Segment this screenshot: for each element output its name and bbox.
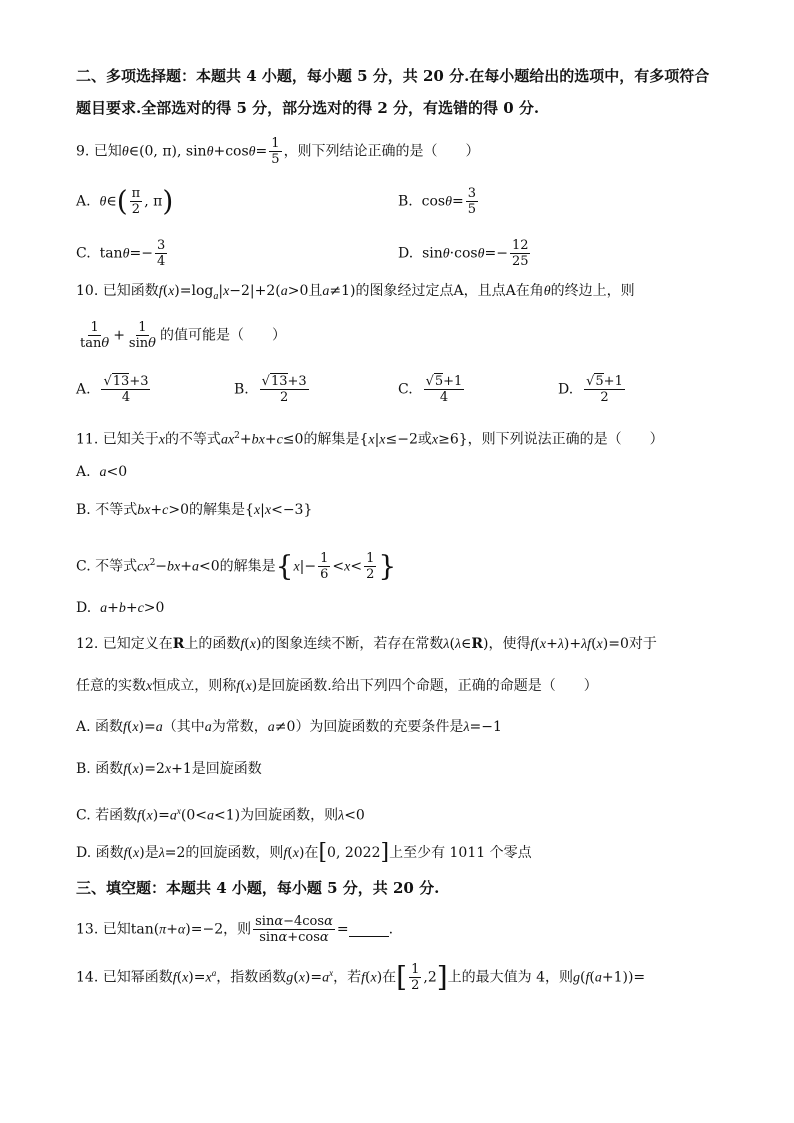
section2-line1: 二、多项选择题：本题共 4 小题，每小题 5 分，共 20 分.在每小题给出的选项中，有多项符合 <box>76 67 710 85</box>
q9-option-c: C. tanθ=− $\frac{3}{4}$ <box>76 238 166 269</box>
q10-option-b: B. $\frac{√13+3}{2}$ <box>234 374 307 405</box>
q11-option-d: D. a+b+c>0 <box>76 600 165 616</box>
section3-title: 三、填空题：本题共 4 小题，每小题 5 分，共 20 分. <box>76 879 440 897</box>
q13-stem: 13. 已知tan(π+α)=−2，则 $\frac{\sin\alpha-4\cos\alpha}{\sin\alpha+\cos\alpha}$ = . <box>76 914 394 945</box>
q11-stem: 11. 已知关于x的不等式$ax^2+bx+c\le 0$的解集是{x|x≤−2或x≥6}，则下列说法正确的是（ ） <box>76 431 664 448</box>
q9-option-b: B. cosθ= $\frac{3}{5}$ <box>398 186 477 217</box>
q9-option-d: D. sinθ·cosθ=− $\frac{12}{25}$ <box>398 238 529 269</box>
q12-option-c: C. 若函数$f(x)=a^x(0<a<1)$为回旋函数，则λ<0 <box>76 806 365 824</box>
q12-stem-line1: 12. 已知定义在R上的函数f(x)的图象连续不断，若存在常数λ(λ∈R)，使得f(x+λ)+λf(x)=0对于 <box>76 636 657 652</box>
q10-stem-line2: $\frac{1}{\tan\theta}$ + $\frac{1}{\sin\theta}$ 的值可能是（ ） <box>80 320 286 351</box>
q11-option-c: C. 不等式$cx^2-bx+a<0$的解集是{x|− $\frac{1}{6}$ <x< $\frac{1}{2}$ } <box>76 549 397 583</box>
q11-option-a: A. a<0 <box>76 464 128 480</box>
q14-stem: 14. 已知幂函数$f(x)=x^a$，指数函数$g(x)=a^x$，若f(x)在[ $\frac{1}{2}$ ,2]上的最大值为 4，则g(f(a+1))= <box>76 960 646 994</box>
q10-option-c: C. $\frac{√5+1}{4}$ <box>398 374 463 405</box>
q12-option-b: B. 函数f(x)=2x+1是回旋函数 <box>76 761 262 777</box>
q10-stem: 10. 已知函数$f(x)=\log_a|x-2|+2(a>0$且a≠1)的图象经过定点A，且点A在角θ的终边上，则 <box>76 283 635 302</box>
q10-option-d: D. $\frac{√5+1}{2}$ <box>558 374 623 405</box>
q13-answer-blank[interactable] <box>349 922 389 937</box>
section2-line2: 题目要求.全部选对的得 5 分，部分选对的得 2 分，有选错的得 0 分. <box>76 99 540 117</box>
q11-option-b: B. 不等式bx+c>0的解集是{x|x<−3} <box>76 502 313 518</box>
q10-option-a: A. $\frac{√13+3}{4}$ <box>76 374 149 405</box>
q9-option-a: A. θ∈( $\frac{\pi}{2}$ , π) <box>76 184 174 218</box>
q12-option-d: D. 函数f(x)是λ=2的回旋函数，则f(x)在[0, 2022]上至少有 1011 个零点 <box>76 840 532 865</box>
q9-stem: 9. 已知θ∈(0, π), sinθ+cosθ= $\frac{1}{5}$ ，则下列结论正确的是（ ） <box>76 136 480 167</box>
q12-option-a: A. 函数f(x)=a（其中a为常数，a≠0）为回旋函数的充要条件是λ=−1 <box>76 719 502 735</box>
q12-stem-line2: 任意的实数x恒成立，则称f(x)是回旋函数.给出下列四个命题，正确的命题是（ ） <box>76 678 598 694</box>
